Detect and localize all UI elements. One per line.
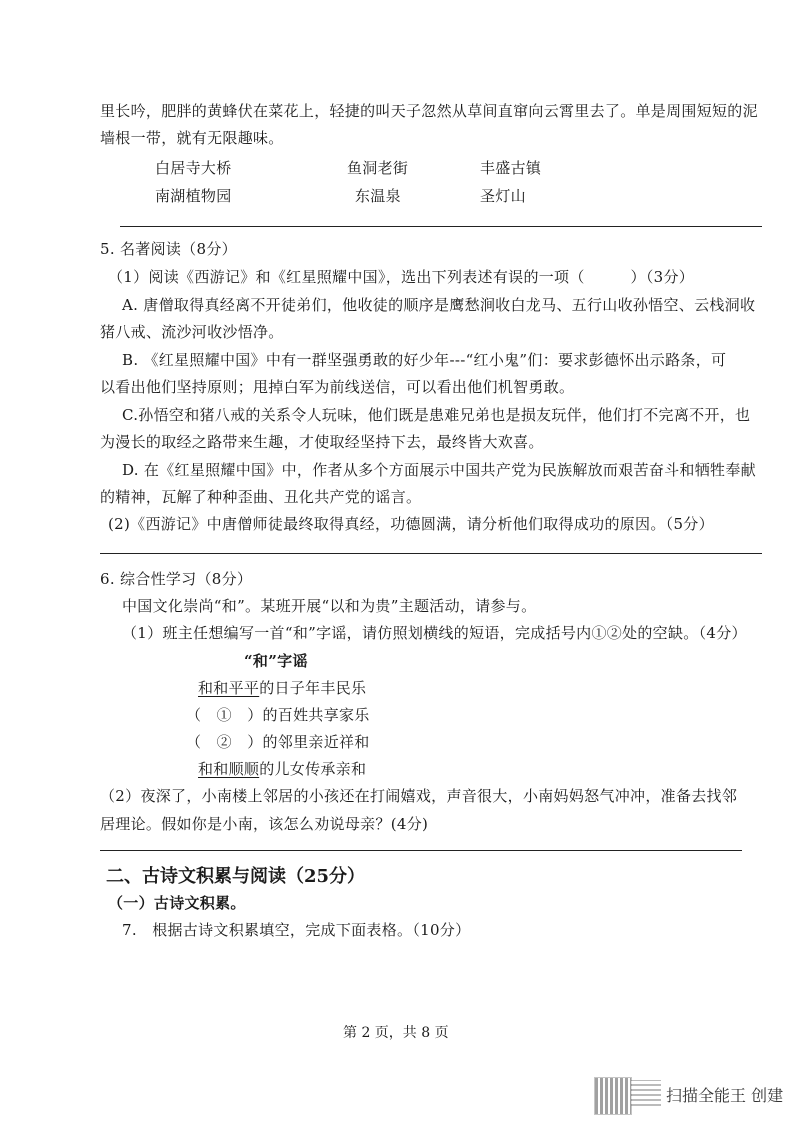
option-d: 的精神，瓦解了种种歪曲、丑化共产党的谣言。 xyxy=(100,488,422,506)
place-name: 鱼洞老街 xyxy=(347,159,409,177)
option-a: A. 唐僧取得真经离不开徒弟们，他收徒的顺序是鹰愁涧收白龙马、五行山收孙悟空、云栈洞收 xyxy=(122,296,756,314)
underlined-phrase: 和和顺顺 xyxy=(198,760,260,778)
poem-title: “和”字谣 xyxy=(244,652,308,670)
place-name: 南湖植物园 xyxy=(155,187,232,205)
question-text: 居理论。假如你是小南，该怎么劝说母亲？(4分) xyxy=(100,815,429,833)
section-title: 二、古诗文积累与阅读（25分） xyxy=(106,866,366,887)
option-d: D. 在《红星照耀中国》中，作者从多个方面展示中国共产党为民族解放而艰苦奋斗和牺牲奉献 xyxy=(122,461,756,479)
poem-blank-line-1: （ ① ）的百姓共享家乐 xyxy=(186,706,370,724)
question-text: 7. 根据古诗文积累填空，完成下面表格。（10分） xyxy=(122,921,471,939)
place-name: 白居寺大桥 xyxy=(155,159,232,177)
option-a: 猪八戒、流沙河收沙悟净。 xyxy=(100,323,284,341)
question-text: (2)《西游记》中唐僧师徒最终取得真经，功德圆满，请分析他们取得成功的原因。（5分） xyxy=(108,515,714,533)
qr-code-icon xyxy=(594,1077,632,1115)
answer-line xyxy=(100,850,742,851)
poem-line: 和和顺顺的儿女传承亲和 xyxy=(198,760,367,778)
scanner-logo-icon xyxy=(631,1080,661,1106)
underlined-phrase: 和和平平 xyxy=(198,679,260,697)
subsection-title: （一）古诗文积累。 xyxy=(108,894,246,912)
question-text: （1）班主任想编写一首“和”字谣，请仿照划横线的短语，完成括号内①②处的空缺。（4分） xyxy=(122,624,747,642)
option-b: B. 《红星照耀中国》中有一群坚强勇敢的好少年---“红小鬼”们：要求彭德怀出示路条，可 xyxy=(122,351,727,369)
paragraph-line: 里长吟，肥胖的黄蜂伏在菜花上，轻捷的叫天子忽然从草间直窜向云霄里去了。单是周围短短的泥 xyxy=(100,102,758,120)
answer-line xyxy=(100,553,762,554)
option-c: C.孙悟空和猪八戒的关系令人玩味，他们既是患难兄弟也是损友玩伴，他们打不完离不开，也 xyxy=(122,406,751,424)
question-text: （2）夜深了，小南楼上邻居的小孩还在打闹嬉戏，声音很大，小南妈妈怒气冲冲，准备去找邻 xyxy=(100,787,738,805)
place-name: 圣灯山 xyxy=(480,187,526,205)
answer-line xyxy=(120,226,762,227)
option-c: 为漫长的取经之路带来生趣，才使取经坚持下去，最终皆大欢喜。 xyxy=(100,433,544,451)
page-number: 第 2 页，共 8 页 xyxy=(343,1025,449,1041)
question-text: （1）阅读《西游记》和《红星照耀中国》，选出下列表述有误的一项（ ）（3分） xyxy=(108,268,695,286)
place-name: 东温泉 xyxy=(355,187,401,205)
poem-blank-line-2: （ ② ）的邻里亲近祥和 xyxy=(186,733,370,751)
poem-line: 和和平平的日子年丰民乐 xyxy=(198,679,367,697)
paragraph-line: 墙根一带，就有无限趣味。 xyxy=(100,129,284,147)
scanner-watermark: 扫描全能王 创建 xyxy=(666,1086,784,1105)
place-name: 丰盛古镇 xyxy=(480,159,542,177)
option-b: 以看出他们坚持原则；甩掉白军为前线送信，可以看出他们机智勇敢。 xyxy=(100,378,575,396)
question-heading: 6. 综合性学习（8分） xyxy=(100,570,253,588)
question-heading: 5. 名著阅读（8分） xyxy=(100,240,237,258)
question-intro: 中国文化崇尚“和”。某班开展“以和为贵”主题活动，请参与。 xyxy=(122,597,537,615)
